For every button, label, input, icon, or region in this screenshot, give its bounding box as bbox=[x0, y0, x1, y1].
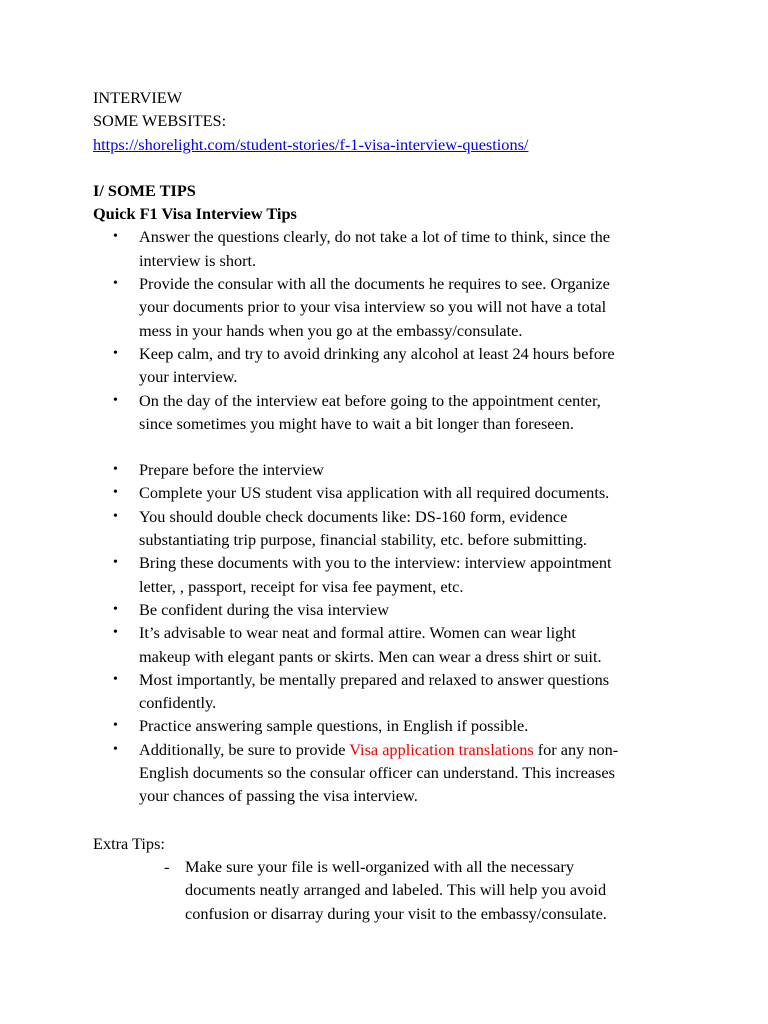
list-item-line: Make sure your file is well-organized with all the necessary bbox=[185, 856, 574, 876]
bullet-icon: • bbox=[113, 741, 118, 757]
bullet-icon: • bbox=[113, 392, 118, 408]
bullet-icon: • bbox=[113, 508, 118, 524]
extra-tips-list bbox=[93, 855, 708, 925]
list-item-line: makeup with elegant pants or skirts. Men can wear a dress shirt or suit. bbox=[139, 646, 602, 666]
list-item-line bbox=[139, 738, 708, 761]
tips-list-2 bbox=[93, 458, 708, 738]
bullet-icon: • bbox=[113, 601, 118, 617]
list-item-line: Practice answering sample questions, in English if possible. bbox=[139, 716, 529, 736]
list-item-line: confusion or disarray during your visit to the embassy/consulate. bbox=[185, 903, 607, 923]
list-item bbox=[93, 855, 708, 925]
section-subheading: Quick F1 Visa Interview Tips bbox=[93, 204, 297, 224]
list-item-line: your interview. bbox=[139, 367, 238, 387]
list-item-line: It’s advisable to wear neat and formal attire. Women can wear light bbox=[139, 623, 576, 643]
list-item-line: mess in your hands when you go at the embassy/consulate. bbox=[139, 320, 523, 340]
bullet-icon: • bbox=[113, 671, 118, 687]
tips-list-3 bbox=[93, 738, 708, 808]
bullet-icon: • bbox=[113, 462, 118, 478]
list-item-line: Keep calm, and try to avoid drinking any alcohol at least 24 hours before bbox=[139, 343, 615, 363]
list-item-line: documents neatly arranged and labeled. This will help you avoid bbox=[185, 880, 607, 900]
list-item-line: Provide the consular with all the documents he requires to see. Organize bbox=[139, 274, 610, 294]
list-item bbox=[93, 481, 708, 504]
list-item-line: On the day of the interview eat before going to the appointment center, bbox=[139, 390, 601, 410]
list-item bbox=[93, 225, 708, 272]
bullet-icon: • bbox=[113, 229, 118, 245]
list-item-line: your chances of passing the visa interview. bbox=[139, 786, 418, 806]
bullet-icon: • bbox=[113, 718, 118, 734]
list-item-line: confidently. bbox=[139, 693, 217, 713]
dash-bullet: - bbox=[164, 856, 170, 876]
list-item-line: Be confident during the visa interview bbox=[139, 599, 390, 619]
list-item-line: substantiating trip purpose, financial stability, etc. before submitting. bbox=[139, 530, 587, 550]
list-item-line: English documents so the consular officer can understand. This increases bbox=[139, 763, 615, 783]
bullet-icon: • bbox=[113, 555, 118, 571]
list-item bbox=[93, 389, 708, 436]
list-item bbox=[93, 342, 708, 389]
list-item-line: You should double check documents like: DS-160 form, evidence bbox=[139, 506, 568, 526]
list-item-line: Prepare before the interview bbox=[139, 460, 324, 480]
list-item bbox=[93, 505, 708, 552]
shorelight-link[interactable]: https://shorelight.com/student-stories/f-1-visa-interview-questions/ bbox=[93, 134, 529, 154]
list-item bbox=[93, 598, 708, 621]
doc-title: INTERVIEW bbox=[93, 88, 183, 107]
list-item-line: interview is short. bbox=[139, 250, 257, 270]
text-segment: Additionally, be sure to provide bbox=[139, 739, 350, 759]
list-item-line: your documents prior to your visa interview so you will not have a total bbox=[139, 297, 607, 317]
list-item-line: Complete your US student visa application with all required documents. bbox=[139, 483, 610, 503]
list-item-line: Most importantly, be mentally prepared and relaxed to answer questions bbox=[139, 669, 610, 689]
list-item-line: Bring these documents with you to the interview: interview appointment bbox=[139, 553, 612, 573]
list-item-line: Answer the questions clearly, do not take a lot of time to think, since the bbox=[139, 227, 610, 247]
list-item-line: since sometimes you might have to wait a bit longer than foreseen. bbox=[139, 413, 574, 433]
websites-label: SOME WEBSITES: bbox=[93, 111, 227, 131]
list-item bbox=[93, 621, 708, 668]
bullet-icon: • bbox=[113, 485, 118, 501]
list-item bbox=[93, 272, 708, 342]
text-segment: for any non- bbox=[533, 739, 619, 759]
bullet-icon: • bbox=[113, 625, 118, 641]
bullet-icon: • bbox=[113, 276, 118, 292]
list-item-line: letter, , passport, receipt for visa fee payment, etc. bbox=[139, 576, 464, 596]
list-item bbox=[93, 668, 708, 715]
tips-list-1 bbox=[93, 225, 708, 435]
bullet-icon: • bbox=[113, 345, 118, 361]
section-heading: I/ SOME TIPS bbox=[93, 180, 196, 200]
list-item bbox=[93, 551, 708, 598]
list-item bbox=[93, 738, 708, 808]
list-item bbox=[93, 714, 708, 737]
translations-highlight: Visa application translations bbox=[349, 739, 534, 759]
extra-tips-label: Extra Tips: bbox=[93, 833, 165, 853]
list-item bbox=[93, 458, 708, 481]
